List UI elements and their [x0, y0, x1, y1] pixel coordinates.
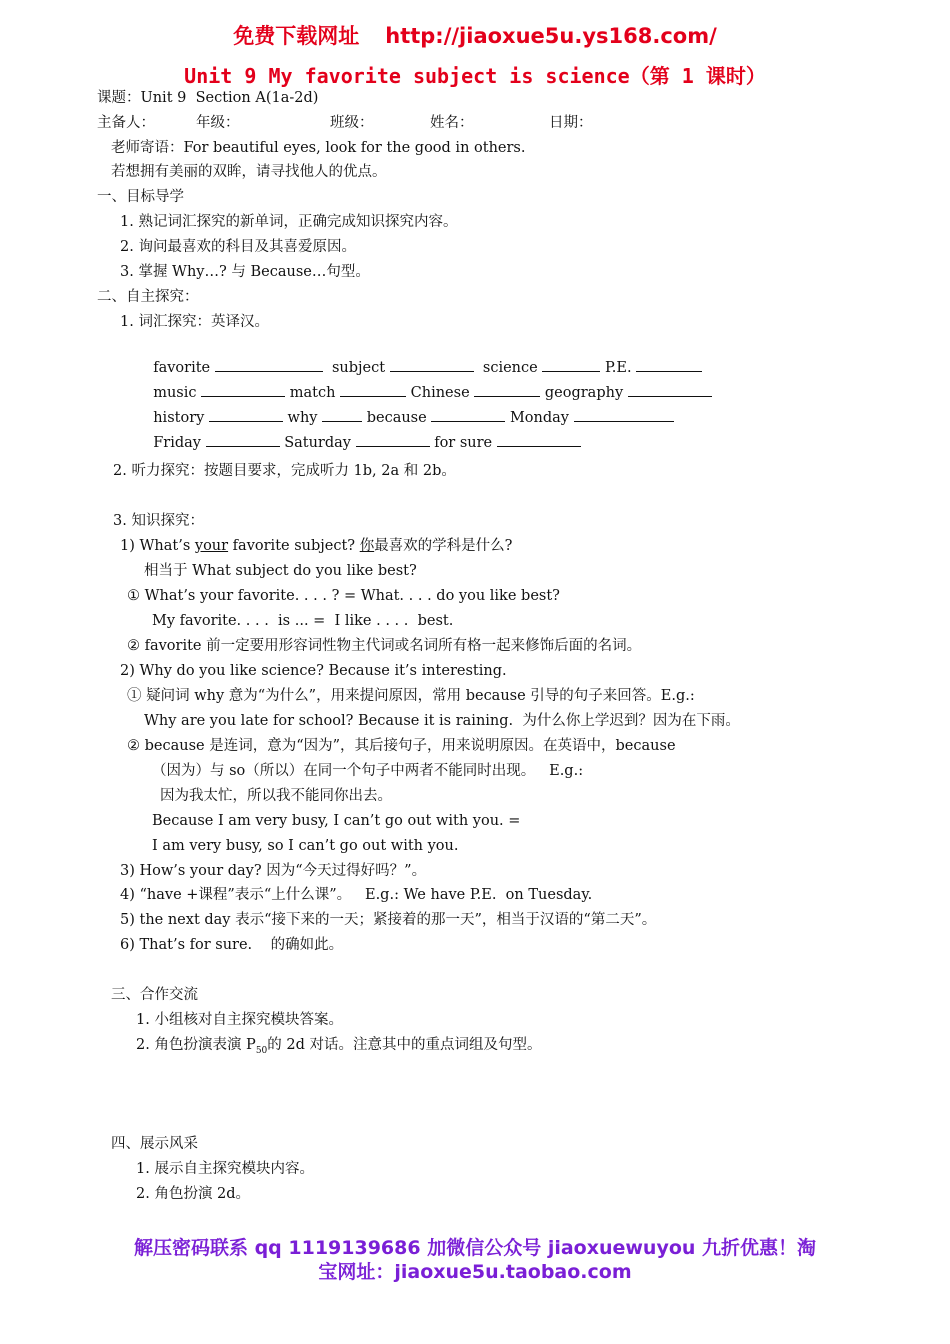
- vocab-word: Chinese: [410, 385, 470, 401]
- vocab-answer-blank[interactable]: [497, 432, 581, 447]
- section3-heading: 三、合作交流: [111, 987, 198, 1003]
- vocab-word: P.E.: [604, 360, 632, 376]
- vocab-word: why: [287, 410, 318, 426]
- section3-item: [136, 1035, 542, 1061]
- vocab-answer-blank[interactable]: [206, 432, 280, 447]
- knowledge-point-3: 3) How’s your day? 因为“今天过得好吗？”。: [120, 863, 427, 879]
- section1-item: 1. 熟记词汇探究的新单词，正确完成知识探究内容。: [120, 214, 458, 230]
- vocab-word: science: [482, 360, 538, 376]
- meta-date: 日期：: [549, 115, 593, 131]
- vocab-row: [144, 412, 581, 453]
- text-span: 最喜欢的学科是什么?: [374, 538, 513, 554]
- knowledge-title: 3. 知识探究：: [113, 513, 204, 529]
- vocab-word: match: [289, 385, 336, 401]
- knowledge-line: ① 疑问词 why 意为“为什么”，用来提问原因，常用 because 引导的句子来回答。E.g.:: [127, 688, 695, 704]
- knowledge-line: （因为）与 so（所以）在同一个句子中两者不能同时出现。 E.g.:: [152, 763, 584, 779]
- footer-line-1: 解压密码联系 qq 1119139686 加微信公众号 jiaoxuewuyou 九折优惠！淘: [133, 1237, 817, 1259]
- meta-name: 姓名：: [430, 115, 474, 131]
- knowledge-line: 相当于 What subject do you like best?: [144, 563, 417, 579]
- meta-class: 班级：: [330, 115, 374, 131]
- knowledge-point-4: 4) “have +课程”表示“上什么课”。 E.g.: We have P.E. on Tuesday.: [120, 887, 593, 903]
- vocab-title: 1. 词汇探究：英译汉。: [120, 314, 269, 330]
- vocab-word: Monday: [509, 410, 569, 426]
- knowledge-line: ① What’s your favorite. . . . ? = What. . . . do you like best?: [127, 588, 560, 604]
- knowledge-point-6: 6) That’s for sure. 的确如此。: [120, 937, 344, 953]
- knowledge-line: ② because 是连词，意为“因为”，其后接句子，用来说明原因。在英语中，because: [127, 738, 676, 754]
- section2-heading: 二、自主探究：: [97, 289, 199, 305]
- header-label: 免费下载网址: [233, 24, 360, 48]
- knowledge-line: Why are you late for school? Because it is raining. 为什么你上学迟到？因为在下雨。: [144, 713, 740, 729]
- header-url-link[interactable]: http://jiaoxue5u.ys168.com/: [385, 24, 717, 48]
- text-span: 1) What’s: [120, 538, 195, 554]
- text-span: 的 2d 对话。注意其中的重点词组及句型。: [267, 1037, 542, 1053]
- page-title: Unit 9 My favorite subject is science（第 1 课时）: [184, 64, 766, 88]
- knowledge-point-5: 5) the next day 表示“接下来的一天；紧接着的那一天”，相当于汉语的“第二天”。: [120, 912, 657, 928]
- vocab-word: Friday: [153, 435, 201, 451]
- page-subscript: 50: [255, 1045, 268, 1056]
- vocab-word: because: [366, 410, 427, 426]
- topic-line: 课题：Unit 9 Section A(1a-2d): [97, 90, 319, 106]
- knowledge-line: Because I am very busy, I can’t go out with you. =: [152, 813, 521, 829]
- knowledge-line: ② favorite 前一定要用形容词性物主代词或名词所有格一起来修饰后面的名词。: [127, 638, 642, 654]
- underlined-word: 你: [359, 538, 375, 554]
- section1-item: 2. 询问最喜欢的科目及其喜爱原因。: [120, 239, 356, 255]
- vocab-word: history: [153, 410, 205, 426]
- vocab-word: Saturday: [284, 435, 351, 451]
- knowledge-point-1: [120, 536, 512, 556]
- vocab-word: geography: [544, 385, 624, 401]
- knowledge-line: I am very busy, so I can’t go out with you.: [152, 838, 459, 854]
- text-span: 2. 角色扮演表演 P: [136, 1037, 256, 1053]
- meta-preparer: 主备人：: [97, 115, 155, 131]
- header-banner: [0, 20, 950, 50]
- teacher-note-en: 老师寄语：For beautiful eyes, look for the good in others.: [111, 140, 526, 156]
- meta-grade: 年级：: [196, 115, 240, 131]
- section1-item: 3. 掌握 Why…? 与 Because…句型。: [120, 264, 370, 280]
- vocab-answer-blank[interactable]: [574, 407, 674, 422]
- knowledge-point-2: 2) Why do you like science? Because it’s interesting.: [120, 663, 507, 679]
- section4-item: 2. 角色扮演 2d。: [136, 1186, 251, 1202]
- section1-heading: 一、目标导学: [97, 189, 184, 205]
- teacher-note-zh: 若想拥有美丽的双眸，请寻找他人的优点。: [111, 164, 387, 180]
- listening-task: 2. 听力探究：按题目要求，完成听力 1b, 2a 和 2b。: [113, 463, 456, 479]
- vocab-word: music: [153, 385, 197, 401]
- vocab-word: favorite: [153, 360, 211, 376]
- vocab-word: subject: [331, 360, 386, 376]
- vocab-answer-blank[interactable]: [356, 432, 430, 447]
- text-span: favorite subject?: [228, 538, 360, 554]
- knowledge-line: 因为我太忙，所以我不能同你出去。: [160, 788, 392, 804]
- vocab-word: for sure: [434, 435, 493, 451]
- footer-line-2[interactable]: 宝网址：jiaoxue5u.taobao.com: [318, 1261, 632, 1283]
- section4-item: 1. 展示自主探究模块内容。: [136, 1161, 314, 1177]
- knowledge-line: My favorite. . . . is ... = I like . . . . best.: [152, 613, 454, 629]
- underlined-word: your: [194, 538, 229, 554]
- section4-heading: 四、展示风采: [111, 1136, 198, 1152]
- section3-item: 1. 小组核对自主探究模块答案。: [136, 1012, 343, 1028]
